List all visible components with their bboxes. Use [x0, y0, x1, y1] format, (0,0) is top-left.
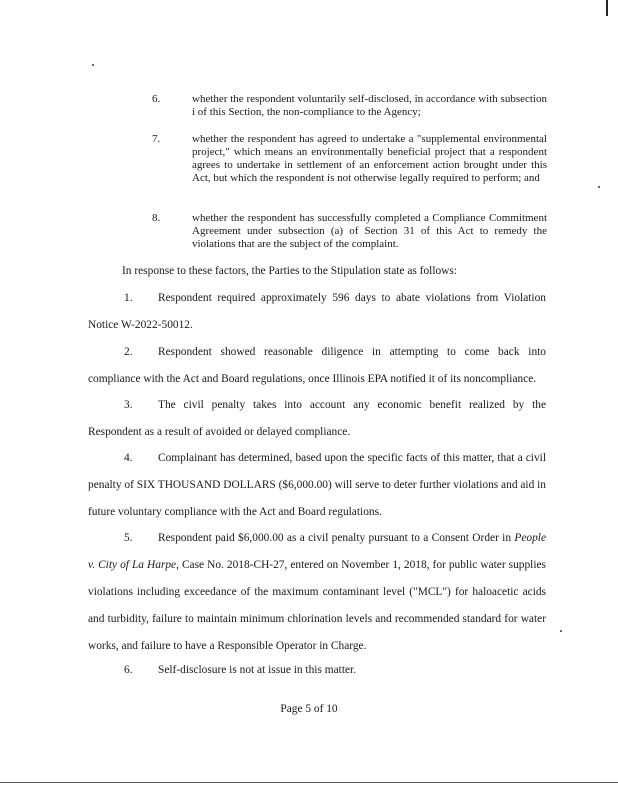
paragraph-number: 1.	[124, 292, 133, 304]
factor-number: 7.	[152, 133, 161, 145]
factor-number: 6.	[152, 93, 161, 105]
numbered-paragraph	[88, 285, 546, 339]
numbered-paragraph	[88, 339, 546, 393]
paragraph-text: The civil penalty takes into account any economic benefit realized by the Respondent as a result of avoided or delayed compliance.	[88, 399, 546, 438]
paragraph-text: , Case No. 2018-CH-27, entered on November 1, 2018, for public water supplies violations including exceedance of the maximum contaminant level ("MCL") for haloacetic acids and turbidity, failure to maintain minimum chlorination levels and recommended standard for water works, and failure to have a Responsible Operator in Charge.	[88, 559, 546, 652]
paragraph-number: 6.	[124, 664, 133, 676]
intro-sentence	[122, 258, 552, 285]
paragraph-text: Complainant has determined, based upon the specific facts of this matter, that a civil penalty of SIX THOUSAND DOLLARS ($6,000.00) will serve to deter further violations and aid in future voluntary compliance with the Act and Board regulations.	[88, 452, 546, 518]
intro-text: In response to these factors, the Parties to the Stipulation state as follows:	[122, 265, 458, 277]
page-number: Page 5 of 10	[280, 703, 338, 715]
numbered-paragraph	[88, 445, 546, 526]
numbered-paragraph	[88, 525, 546, 660]
factor-text: whether the respondent has agreed to undertake a "supplemental environmental project," which means an environmentally beneficial project that a respondent agrees to undertake in settlement of an enforcement action brought under this Act, but which the respondent is not otherwise legally required to perform; and	[192, 133, 547, 184]
factor-text: whether the respondent voluntarily self-disclosed, in accordance with subsection i of this Section, the non-compliance to the Agency;	[192, 93, 547, 118]
scan-speck	[598, 186, 600, 188]
paragraph-number: 4.	[124, 452, 133, 464]
case-name: People v. City of La Harpe	[88, 532, 546, 571]
paragraph-text: Self-disclosure is not at issue in this matter.	[158, 664, 357, 676]
paragraph-number: 5.	[124, 532, 133, 544]
paragraph-text: Respondent required approximately 596 days to abate violations from Violation Notice W-2022-50012.	[88, 292, 546, 331]
numbered-paragraph	[88, 657, 546, 684]
paragraph-number: 2.	[124, 346, 133, 358]
factor-text: whether the respondent has successfully completed a Compliance Commitment Agreement under subsection (a) of Section 31 of this Act to remedy the violations that are the subject of the complaint.	[192, 212, 547, 250]
factor-number: 8.	[152, 212, 161, 224]
numbered-paragraph	[88, 392, 546, 446]
paragraph-text: Respondent paid $6,000.00 as a civil penalty pursuant to a Consent Order in	[158, 532, 515, 544]
paragraph-text: Respondent showed reasonable diligence in attempting to come back into compliance with the Act and Board regulations, once Illinois EPA notified it of its noncompliance.	[88, 346, 546, 385]
paragraph-number: 3.	[124, 399, 133, 411]
scan-edge-mark	[606, 0, 608, 16]
scan-edge-mark	[0, 782, 618, 783]
scan-speck	[560, 630, 562, 632]
scan-speck	[92, 64, 94, 66]
